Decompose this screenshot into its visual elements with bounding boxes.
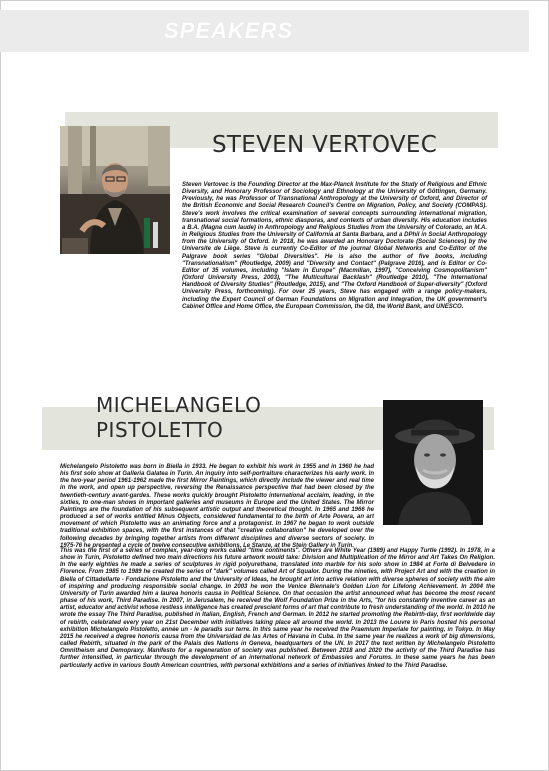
speaker-photo-pistoletto (383, 400, 483, 525)
speaker-bio-pistoletto-part2: This was the first of a series of complex, year-long works called "time continents". Others are White Year (1989) and Happy Turtle (1992). In 1978, in a show in Turin, Pistoletto defined two main directions his future artwork would take: Division and Multiplication of the Mirror and Art Takes On Religion. In the early eighties he made a series of sculptures in rigid polyurethane, translated into marble for his solo show in 1984 at Forte di Belvedere in Florence. From 1985 to 1989 he created the series of "dark" volumes called Art of Squalor. During the nineties, with Project Art and with the creation in Biella of Cittadellarte - Fondazione Pistoletto and the University of Ideas, he brought art into active relation with diverse spheres of society with the aim of inspiring and producing responsible social change. In 2003 he won the Venice Biennale's Golden Lion for Lifelong Achievement. In 2004 the University of Turin awarded him a laurea honoris causa in Political Science. On that occasion the artist announced what has become the most recent phase of his work, Third Paradise. In 2007, in Jerusalem, he received the Wolf Foundation Prize in the Arts, "for his constantly inventive career as an artist, educator and activist whose restless intelligence has created prescient forms of art that contribute to fresh understanding of the world. In 2010 he wrote the essay The Third Paradise, published in Italian, English, French and German. In 2012 he started promoting the Rebirth-day, first worldwide day of rebirth, celebrated every year on 21st December with initiatives taking place all around the world. In 2013 the Louvre in Paris hosted his personal exhibition Michelangelo Pistoletto, année un - le paradis sur terre. In this same year he received the Praemium Imperiale for painting, in Tokyo. In May 2015 he received a degree honoris causa from the Universidad de las Artes of Havana in Cuba. In the same year he realizes a work of big dimensions, called Rebirth, situated in the park of the Palais des Nations in Geneva, headquarters of the UN. In 2017 the text written by Michelangelo Pistoletto Omnitheism and Demopraxy. Manifesto for a regeneration of society was published. Between 2018 and 2020 the activity of the Third Paradise has further intensified, in particular through the development of an international network of Embassies and Forums. In these same years he has been particularly active in various South American countries, with personal exhibitions and a series of initiatives linked to the Third Paradise. (60, 548, 495, 669)
speaker-name-pistoletto (96, 393, 261, 443)
page-title: SPEAKERS (164, 18, 294, 43)
speaker-name-line: MICHELANGELO (96, 393, 262, 417)
speaker-name-line: PISTOLETTO (96, 418, 224, 442)
speaker-photo-vertovec (60, 126, 170, 254)
speaker-name-vertovec: STEVEN VERTOVEC (212, 132, 438, 158)
speaker-bio-pistoletto-part1: Michelangelo Pistoletto was born in Biella in 1933. He began to exhibit his work in 1955 and in 1960 he had his first solo show at Galleria Galatea in Turin. An inquiry into self-portraiture characterizes his early work. In the two-year period 1961-1962 made the first Mirror Paintings, which directly include the viewer and real time in the work, and open up perspective, reversing the Renaissance perspective that had been closed by the twentieth-century avant-gardes. These works quickly brought Pistoletto international acclaim, leading, in the sixties, to one-man shows in important galleries and museums in Europe and the United States. The Mirror Paintings are the foundation of his subsequent artistic output and theoretical thought. In 1965 and 1966 he produced a set of works entitled Minus Objects, considered fundamental to the birth of Arte Povera, an art movement of which Pistoletto was an animating force and a protagonist. In 1967 he began to work outside traditional exhibition spaces, with the first instances of that "creative collaboration" he developed over the following decades by bringing together artists from different disciplines and diverse sectors of society. In 1975-76 he presented a cycle of twelve consecutive exhibitions, Le Stanze, at the Stein Gallery in Turin. (60, 464, 374, 549)
speaker-bio-vertovec: Steven Vertovec is the Founding Director at the Max-Planck Institute for the Study of Religious and Ethnic Diversity, and Honorary Professor of Sociology and Ethnology at the University of Göttingen, Germany. Previously, he was Professor of Transnational Anthropology at the University of Oxford, and Director of the British Economic and Social Research Council's Centre on Migration, Policy, and Society (COMPAS). Steve's work involves the critical examination of several concepts surrounding international migration, transnational social formations, ethnic diasporas, and contexts of urban diversity. His education includes a B.A. (Magna cum laude) in Anthropology and Religious Studies from the University of Colorado, an M.A. in Religious Studies from the University of California at Santa Barbara, and a DPhil in Social Anthropology from the University of Oxford. In 2018, he was awarded an Honorary Doctorate (Social Sciences) by the Universite de Liège. Steve is currently Co-Editor of the journal Global Networks and Co-Editor of the Palgrave book series "Global Diversities". He is also the author of five books, including "Transnationalism" (Routledge, 2009) and "Diversity and Contact" (Palgrave 2016), and is Editor or Co-Editor of 35 volumes, including "Islam in Europe" (Macmillan, 1997), "Conceiving Cosmopolitanism" (Oxford University Press, 2003), "The Multicultural Backlash" (Routledge 2010), "The International Handbook of Diversity Studies" (Routledge, 2015), and "The Oxford Handbook of Super-diversity" (Oxford University Press, forthcoming). For over 25 years, Steve has engaged with a range policy-makers, including the Expert Council of German Foundations on Migration and Integration, the UK government's Cabinet Office and Home Office, the European Commission, the G8, the World Bank, and UNESCO. (182, 182, 487, 310)
